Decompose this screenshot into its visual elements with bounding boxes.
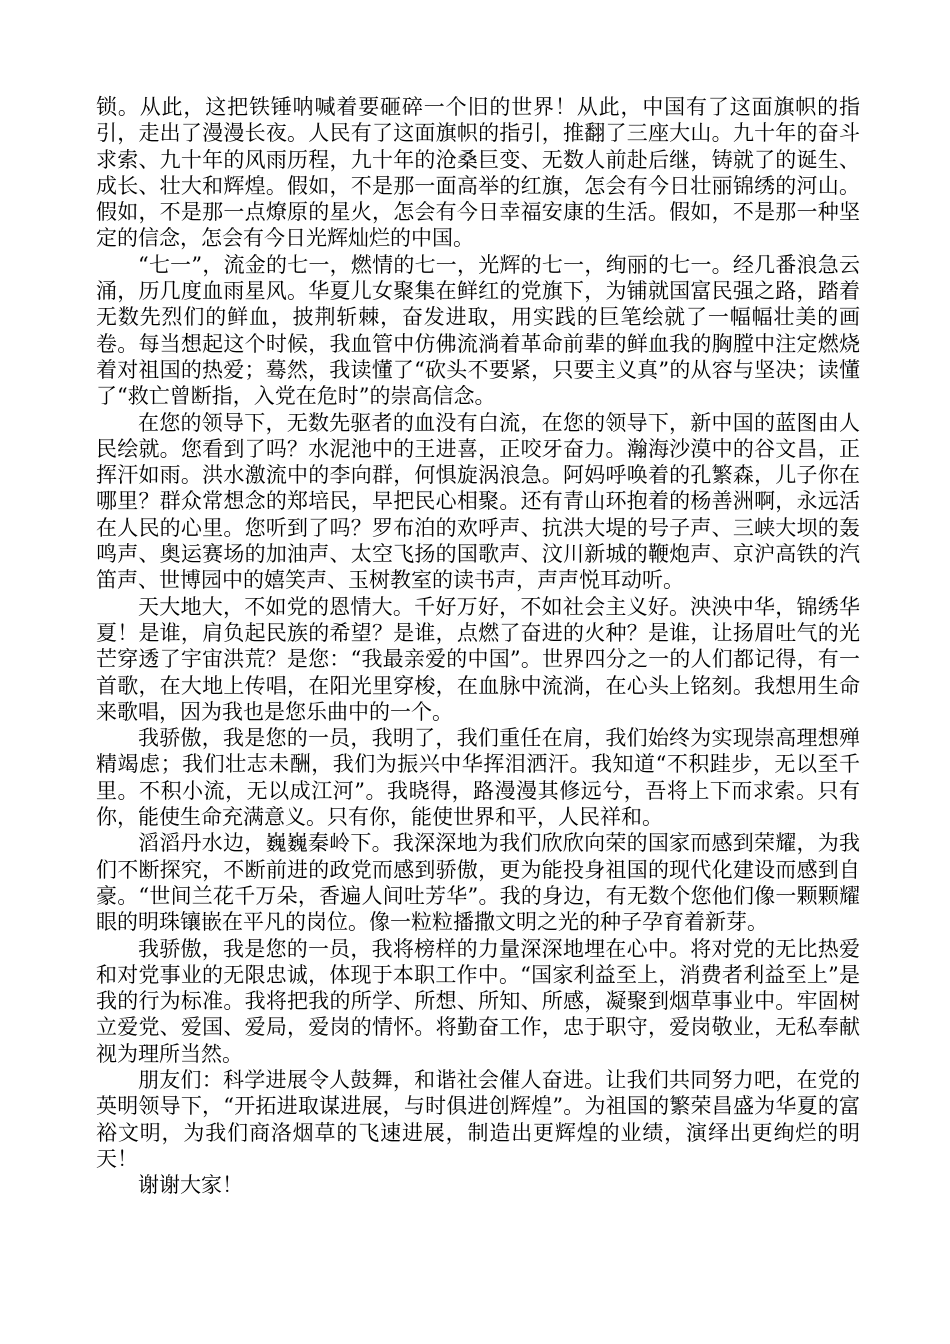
paragraph-6: 滔滔丹水边，巍巍秦岭下。我深深地为我们欣欣向荣的国家而感到荣耀，为我们不断探究，不断前进的政党而感到骄傲，更为能投身祖国的现代化建设而感到自豪。“世间兰花千万朵，香遍人间吐芳华”。我的身边，有无数个您他们像一颗颗耀眼的明珠镶嵌在平凡的岗位。像一粒粒播撒文明之光的种子孕育着新芽。 [96, 831, 860, 935]
paragraph-4: 天大地大，不如党的恩情大。千好万好，不如社会主义好。泱泱中华，锦绣华夏！是谁，肩负起民族的希望？是谁，点燃了奋进的火种？是谁，让扬眉吐气的光芒穿透了宇宙洪荒？是您：“我最亲爱的中国”。世界四分之一的人们都记得，有一首歌，在大地上传唱，在阳光里穿梭，在血脉中流淌，在心头上铭刻。我想用生命来歌唱，因为我也是您乐曲中的一个。 [96, 594, 860, 724]
paragraph-3: 在您的领导下，无数先驱者的血没有白流，在您的领导下，新中国的蓝图由人民绘就。您看到了吗？水泥池中的王进喜，正咬牙奋力。瀚海沙漠中的谷文昌，正挥汗如雨。洪水激流中的李向群，何惧旋涡浪急。阿妈呼唤着的孔繁森，儿子你在哪里？群众常想念的郑培民，早把民心相聚。还有青山环抱着的杨善洲啊，永远活在人民的心里。您听到了吗？罗布泊的欢呼声、抗洪大堤的号子声、三峡大坝的轰鸣声、奥运赛场的加油声、太空飞扬的国歌声、汶川新城的鞭炮声、京沪高铁的汽笛声、世博园中的嬉笑声、玉树教室的读书声，声声悦耳动听。 [96, 410, 860, 593]
paragraph-7: 我骄傲，我是您的一员，我将榜样的力量深深地埋在心中。将对党的无比热爱和对党事业的无限忠诚，体现于本职工作中。“国家利益至上，消费者利益至上”是我的行为标准。我将把我的所学、所想、所知、所感，凝聚到烟草事业中。牢固树立爱党、爱国、爱局，爱岗的情怀。将勤奋工作，忠于职守，爱岗敬业，无私奉献视为理所当然。 [96, 936, 860, 1066]
paragraph-closing: 谢谢大家！ [138, 1173, 243, 1198]
paragraph-5: 我骄傲，我是您的一员，我明了，我们重任在肩，我们始终为实现崇高理想殚精竭虑；我们壮志未酬，我们为振兴中华挥泪洒汗。我知道“不积跬步，无以至千里。不积小流，无以成江河”。我晓得，路漫漫其修远兮，吾将上下而求索。只有你，能使生命充满意义。只有你，能使世界和平，人民祥和。 [96, 726, 860, 830]
paragraph-1: 锁。从此，这把铁锤呐喊着要砸碎一个旧的世界！从此，中国有了这面旗帜的指引，走出了漫漫长夜。人民有了这面旗帜的指引，推翻了三座大山。九十年的奋斗求索、九十年的风雨历程，九十年的沧桑巨变、无数人前赴后继，铸就了的诞生、成长、壮大和辉煌。假如，不是那一面高举的红旗，怎会有今日壮丽锦绣的河山。假如，不是那一点燎原的星火，怎会有今日幸福安康的生活。假如，不是那一种坚定的信念，怎会有今日光辉灿烂的中国。 [96, 95, 860, 251]
paragraph-2: “七一”，流金的七一，燃情的七一，光辉的七一，绚丽的七一。经几番浪急云涌，历几度血雨星风。华夏儿女聚集在鲜红的党旗下，为铺就国富民强之路，踏着无数先烈们的鲜血，披荆斩棘，奋发进取，用实践的巨笔绘就了一幅幅壮美的画卷。每当想起这个时候，我血管中仿佛流淌着革命前辈的鲜血我的胸膛中注定燃烧着对祖国的热爱；蓦然，我读懂了“砍头不要紧，只要主义真”的从容与坚决；读懂了“救亡曾断指，入党在危时”的崇高信念。 [96, 252, 860, 409]
paragraph-8: 朋友们：科学进展令人鼓舞，和谐社会催人奋进。让我们共同努力吧，在党的英明领导下，“开拓进取谋进展，与时俱进创辉煌”。为祖国的繁荣昌盛为华夏的富裕文明，为我们商洛烟草的飞速进展，制造出更辉煌的业绩，演绎出更绚烂的明天！ [96, 1067, 860, 1171]
document-page [96, 94, 860, 1198]
